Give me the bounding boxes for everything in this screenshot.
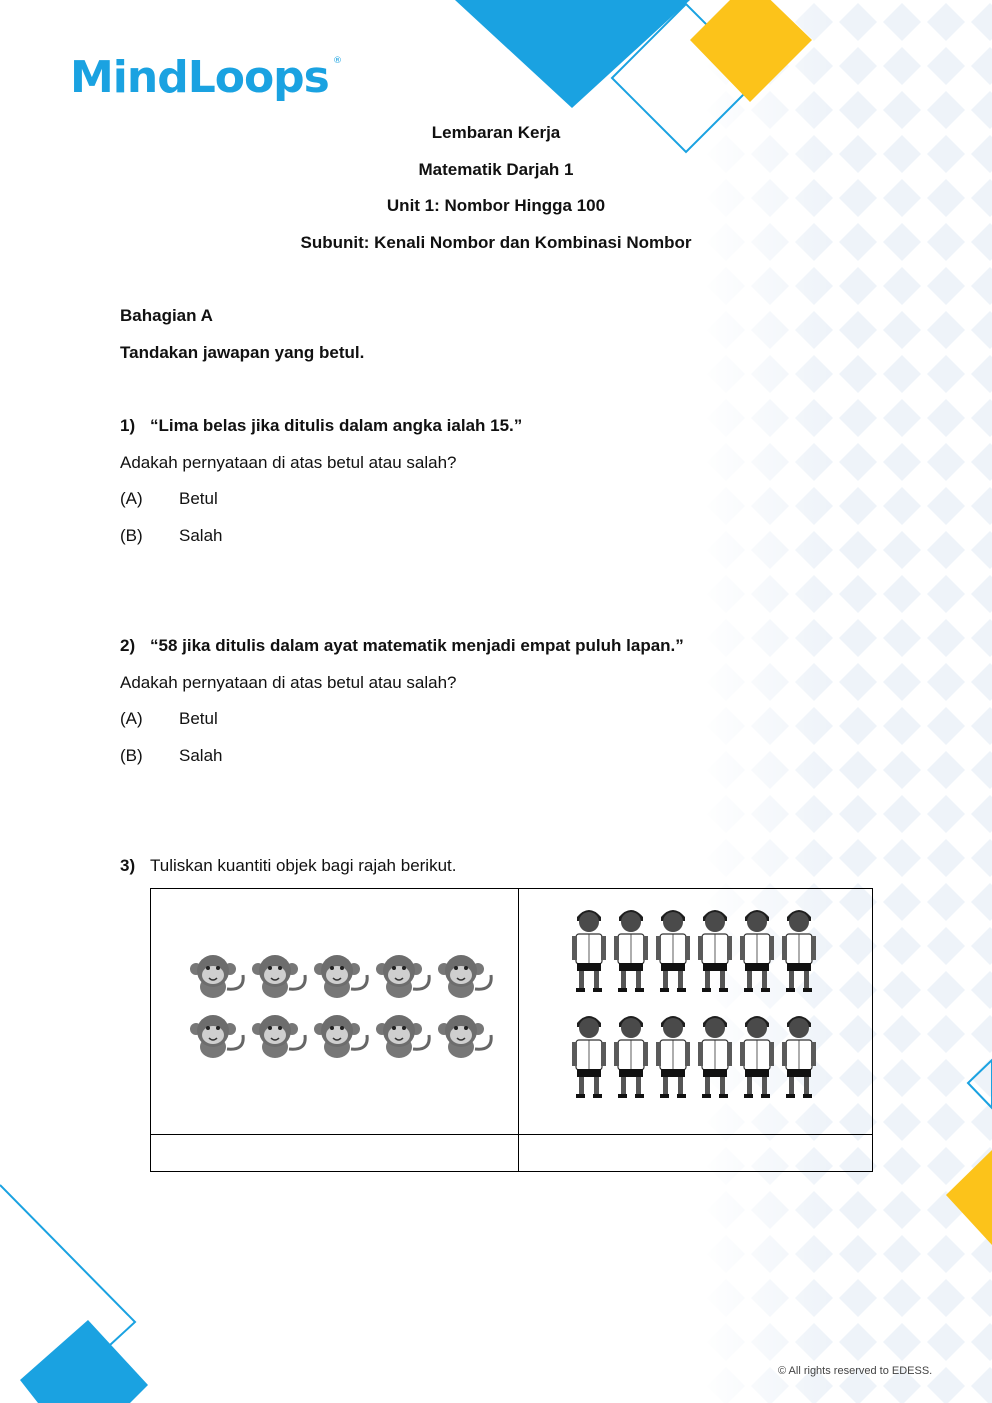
question-2-prompt: Adakah pernyataan di atas betul atau salah? bbox=[120, 673, 457, 692]
question-3-number: 3) bbox=[120, 856, 136, 875]
question-3-statement: Tuliskan kuantiti objek bagi rajah berikut. bbox=[150, 856, 457, 875]
unit-title: Unit 1: Nombor Hingga 100 bbox=[386, 196, 606, 215]
question-3-table bbox=[150, 888, 873, 1172]
copyright-footer: © All rights reserved to EDESS. bbox=[778, 1365, 933, 1377]
monkey-icon bbox=[314, 955, 367, 998]
question-2-option-b-label[interactable]: (B) bbox=[120, 746, 143, 765]
logo-registered-mark: ® bbox=[333, 56, 342, 66]
question-1-prompt: Adakah pernyataan di atas betul atau salah? bbox=[120, 453, 457, 472]
monkey-icon bbox=[314, 1015, 367, 1058]
monkey-icon bbox=[438, 1015, 491, 1058]
monkey-icon bbox=[190, 955, 243, 998]
student-icon bbox=[656, 910, 690, 992]
question-1-option-a-text[interactable]: Betul bbox=[179, 489, 218, 508]
question-2-option-a-text[interactable]: Betul bbox=[179, 709, 218, 728]
monkey-icon bbox=[252, 1015, 305, 1058]
monkeys-image-cell bbox=[151, 889, 519, 1135]
monkey-icon bbox=[190, 1015, 243, 1058]
student-icon bbox=[782, 910, 816, 992]
logo-text: MindLoops bbox=[70, 52, 329, 103]
question-2-number: 2) bbox=[120, 636, 136, 655]
monkeys-answer-cell[interactable] bbox=[151, 1135, 519, 1172]
student-icon bbox=[698, 910, 732, 992]
subject-title: Matematik Darjah 1 bbox=[418, 160, 574, 179]
monkey-icon bbox=[376, 955, 429, 998]
student-icon bbox=[572, 910, 606, 992]
question-2-option-a-label[interactable]: (A) bbox=[120, 709, 143, 728]
student-icon bbox=[614, 1016, 648, 1098]
question-1-option-b-label[interactable]: (B) bbox=[120, 526, 143, 545]
student-icon bbox=[614, 910, 648, 992]
question-2-statement: “58 jika ditulis dalam ayat matematik menjadi empat puluh lapan.” bbox=[150, 636, 684, 655]
student-icon bbox=[782, 1016, 816, 1098]
students-group-image bbox=[519, 889, 871, 1129]
monkey-icon bbox=[438, 955, 491, 998]
student-icon bbox=[740, 1016, 774, 1098]
question-1-option-a-label[interactable]: (A) bbox=[120, 489, 143, 508]
section-instruction: Tandakan jawapan yang betul. bbox=[120, 343, 365, 362]
section-title: Bahagian A bbox=[120, 306, 213, 325]
student-icon bbox=[698, 1016, 732, 1098]
question-1-statement: “Lima belas jika ditulis dalam angka ialah 15.” bbox=[150, 416, 523, 435]
question-2-option-b-text[interactable]: Salah bbox=[179, 746, 223, 765]
students-image-cell bbox=[519, 889, 873, 1135]
question-1-number: 1) bbox=[120, 416, 136, 435]
students-answer-cell[interactable] bbox=[519, 1135, 873, 1172]
monkey-icon bbox=[252, 955, 305, 998]
student-icon bbox=[572, 1016, 606, 1098]
worksheet-title: Lembaran Kerja bbox=[431, 123, 561, 142]
monkey-icon bbox=[376, 1015, 429, 1058]
question-1-option-b-text[interactable]: Salah bbox=[179, 526, 223, 545]
subunit-title: Subunit: Kenali Nombor dan Kombinasi Nombor bbox=[300, 233, 692, 252]
student-icon bbox=[740, 910, 774, 992]
monkeys-group-image bbox=[151, 889, 517, 1129]
brand-logo bbox=[70, 50, 345, 110]
student-icon bbox=[656, 1016, 690, 1098]
